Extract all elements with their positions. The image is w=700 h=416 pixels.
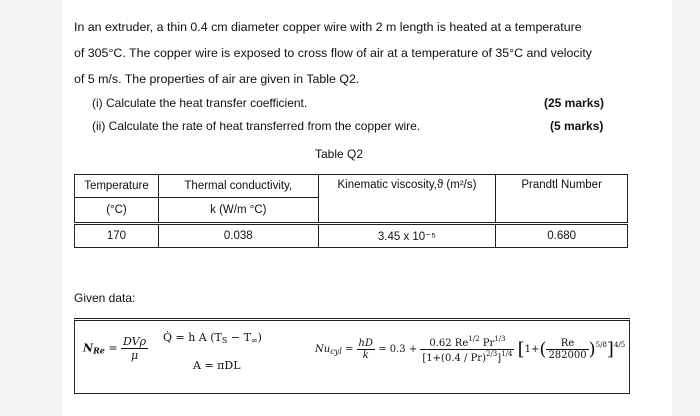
header-prandtl-number: Prandtl Number [496, 175, 628, 224]
heat-inf-sub: ∞ [250, 336, 258, 345]
given-data-label: Given data: [74, 291, 136, 305]
cell-temperature: 170 [75, 224, 159, 248]
main-num-exp2: 1/3 [494, 335, 506, 343]
nusselt-formula: $Nu_{cyl}$ = $\frac{hD}{k}$ = 0.3 + $\frac{0.62 Re^{1/2} Pr^{1/3}}{[1+(0.4 / Pr)^{2/3}]^{1/4}}$ [1+( $\frac{Re}{282000}$ )$^{5/8}$]$^{4/5}$ [315, 335, 626, 364]
table-caption: Table Q2 [315, 147, 364, 161]
main-den: [1+(0.4 / Pr) [422, 353, 486, 364]
main-den-exp: 2/3 [486, 350, 498, 358]
main-num-exp1: 1/2 [468, 335, 480, 343]
reynolds-formula: $N_{Re}$ = $\frac{\text{DVρ}}{\mu}$ [83, 335, 147, 362]
re-num: Re [546, 338, 588, 350]
question-2-marks: (5 marks) [550, 119, 604, 133]
question-1: (i) Calculate the heat transfer coefficient. [92, 96, 308, 110]
nusselt-lhs-sub: cyl [330, 347, 342, 356]
re-den: 282000 [548, 350, 587, 361]
nusselt-lhs: Nu [315, 344, 331, 355]
problem-line-3: of 5 m/s. The properties of air are given in Table Q2. [74, 72, 360, 86]
question-2: (ii) Calculate the rate of heat transferred from the copper wire. [92, 119, 421, 133]
nusselt-const: = 0.3 + [378, 344, 418, 355]
reynolds-num: DVρ [123, 335, 147, 348]
reynolds-den: μ [130, 349, 139, 362]
area-formula: A = πDL [193, 359, 241, 372]
header-thermal-conductivity-unit: k (W/m °C) [158, 198, 318, 224]
bracket-one: 1+ [524, 344, 540, 355]
properties-table [74, 174, 628, 248]
cell-prandtl-number: 0.680 [496, 224, 628, 248]
nusselt-main-fraction [420, 335, 514, 364]
reynolds-fraction [121, 335, 148, 362]
main-num-re: 0.62 Re [429, 338, 469, 349]
exp-outer: 4/5 [613, 341, 626, 349]
exp-inner: 5/8 [595, 341, 607, 349]
main-num-pr: Pr [479, 338, 495, 349]
problem-line-1: In an extruder, a thin 0.4 cm diameter copper wire with 2 m length is heated at a temperature [74, 20, 582, 34]
nusselt-main-num [420, 335, 514, 350]
re-fraction [546, 338, 588, 361]
heat-mid: − T [227, 331, 251, 344]
header-temperature-unit: (°C) [75, 198, 159, 224]
hd-fraction [357, 338, 375, 361]
document-page [62, 0, 672, 416]
table-row [75, 224, 628, 248]
heat-ts-sub: S [221, 336, 228, 345]
header-kinematic-viscosity: Kinematic viscosity,ϑ (m²/s) [318, 175, 496, 224]
problem-line-2: of 305°C. The copper wire is exposed to cross flow of air at a temperature of 35°C and velocity [74, 46, 592, 60]
heat-line1: Q̇ = h A (T [163, 331, 222, 344]
reynolds-lhs-sub: Re [93, 345, 105, 356]
hd-den: k [362, 350, 369, 361]
nusselt-main-den [420, 350, 514, 364]
question-1-marks: (25 marks) [544, 96, 605, 110]
header-temperature: Temperature [75, 175, 159, 198]
heat-end: ) [257, 331, 262, 344]
heat-rate-formula [163, 331, 293, 393]
reynolds-lhs: N [83, 341, 94, 355]
header-thermal-conductivity: Thermal conductivity, [158, 175, 318, 198]
cell-kinematic-viscosity: 3.45 x 10⁻⁵ [318, 224, 496, 248]
cell-thermal-conductivity: 0.038 [158, 224, 318, 248]
main-den-end: ] [497, 353, 502, 364]
formula-box [74, 318, 630, 394]
main-den-outer: 1/4 [501, 350, 513, 358]
hd-num: hD [358, 338, 373, 349]
